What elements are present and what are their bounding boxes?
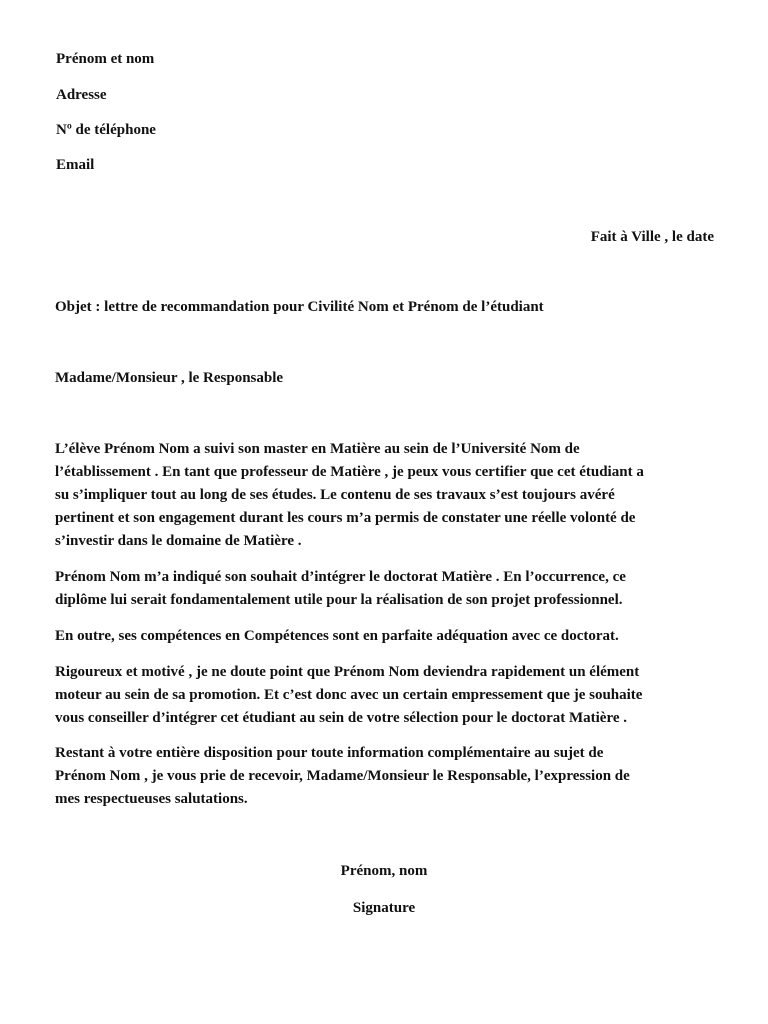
body-paragraph-4 <box>55 661 720 730</box>
paragraph-line: Restant à votre entière disposition pour toute information complémentaire au sujet de <box>55 745 604 761</box>
sender-phone: Nº de téléphone <box>56 122 156 138</box>
paragraph-line: mes respectueuses salutations. <box>55 791 248 807</box>
closing-signature: Signature <box>352 900 416 916</box>
letter-subject: Objet : lettre de recommandation pour Civilité Nom et Prénom de l’étudiant <box>55 299 544 315</box>
sender-name: Prénom et nom <box>56 51 155 67</box>
salutation: Madame/Monsieur , le Responsable <box>55 370 284 386</box>
paragraph-line: moteur au sein de sa promotion. Et c’est donc avec un certain empressement que je souhaite <box>55 687 643 703</box>
paragraph-line: su s’impliquer tout au long de ses études. Le contenu de ses travaux s’est toujours avéré <box>55 487 615 503</box>
paragraph-line: l’établissement . En tant que professeur de Matière , je peux vous certifier que cet étudiant a <box>55 464 644 480</box>
body-paragraph-1 <box>55 438 720 553</box>
paragraph-line: Prénom Nom m’a indiqué son souhait d’intégrer le doctorat Matière . En l’occurrence, ce <box>55 569 626 585</box>
body-paragraph-3 <box>55 625 720 648</box>
body-paragraph-2 <box>55 566 720 612</box>
paragraph-line: diplôme lui serait fondamentalement utile pour la réalisation de son projet professionnel. <box>55 592 623 608</box>
closing-name: Prénom, nom <box>340 863 428 879</box>
body-paragraph-5 <box>55 742 720 811</box>
place-and-date: Fait à Ville , le date <box>590 229 714 245</box>
paragraph-line: pertinent et son engagement durant les cours m’a permis de constater une réelle volonté de <box>55 510 636 526</box>
paragraph-line: L’élève Prénom Nom a suivi son master en Matière au sein de l’Université Nom de <box>55 441 580 457</box>
paragraph-line: vous conseiller d’intégrer cet étudiant au sein de votre sélection pour le doctorat Matière . <box>55 710 627 726</box>
paragraph-line: s’investir dans le domaine de Matière . <box>55 533 302 549</box>
paragraph-line: Prénom Nom , je vous prie de recevoir, Madame/Monsieur le Responsable, l’expression de <box>55 768 630 784</box>
sender-address: Adresse <box>56 87 107 103</box>
paragraph-line: En outre, ses compétences en Compétences sont en parfaite adéquation avec ce doctorat. <box>55 628 619 644</box>
paragraph-line: Rigoureux et motivé , je ne doute point que Prénom Nom deviendra rapidement un élément <box>55 664 640 680</box>
sender-email: Email <box>56 157 95 173</box>
